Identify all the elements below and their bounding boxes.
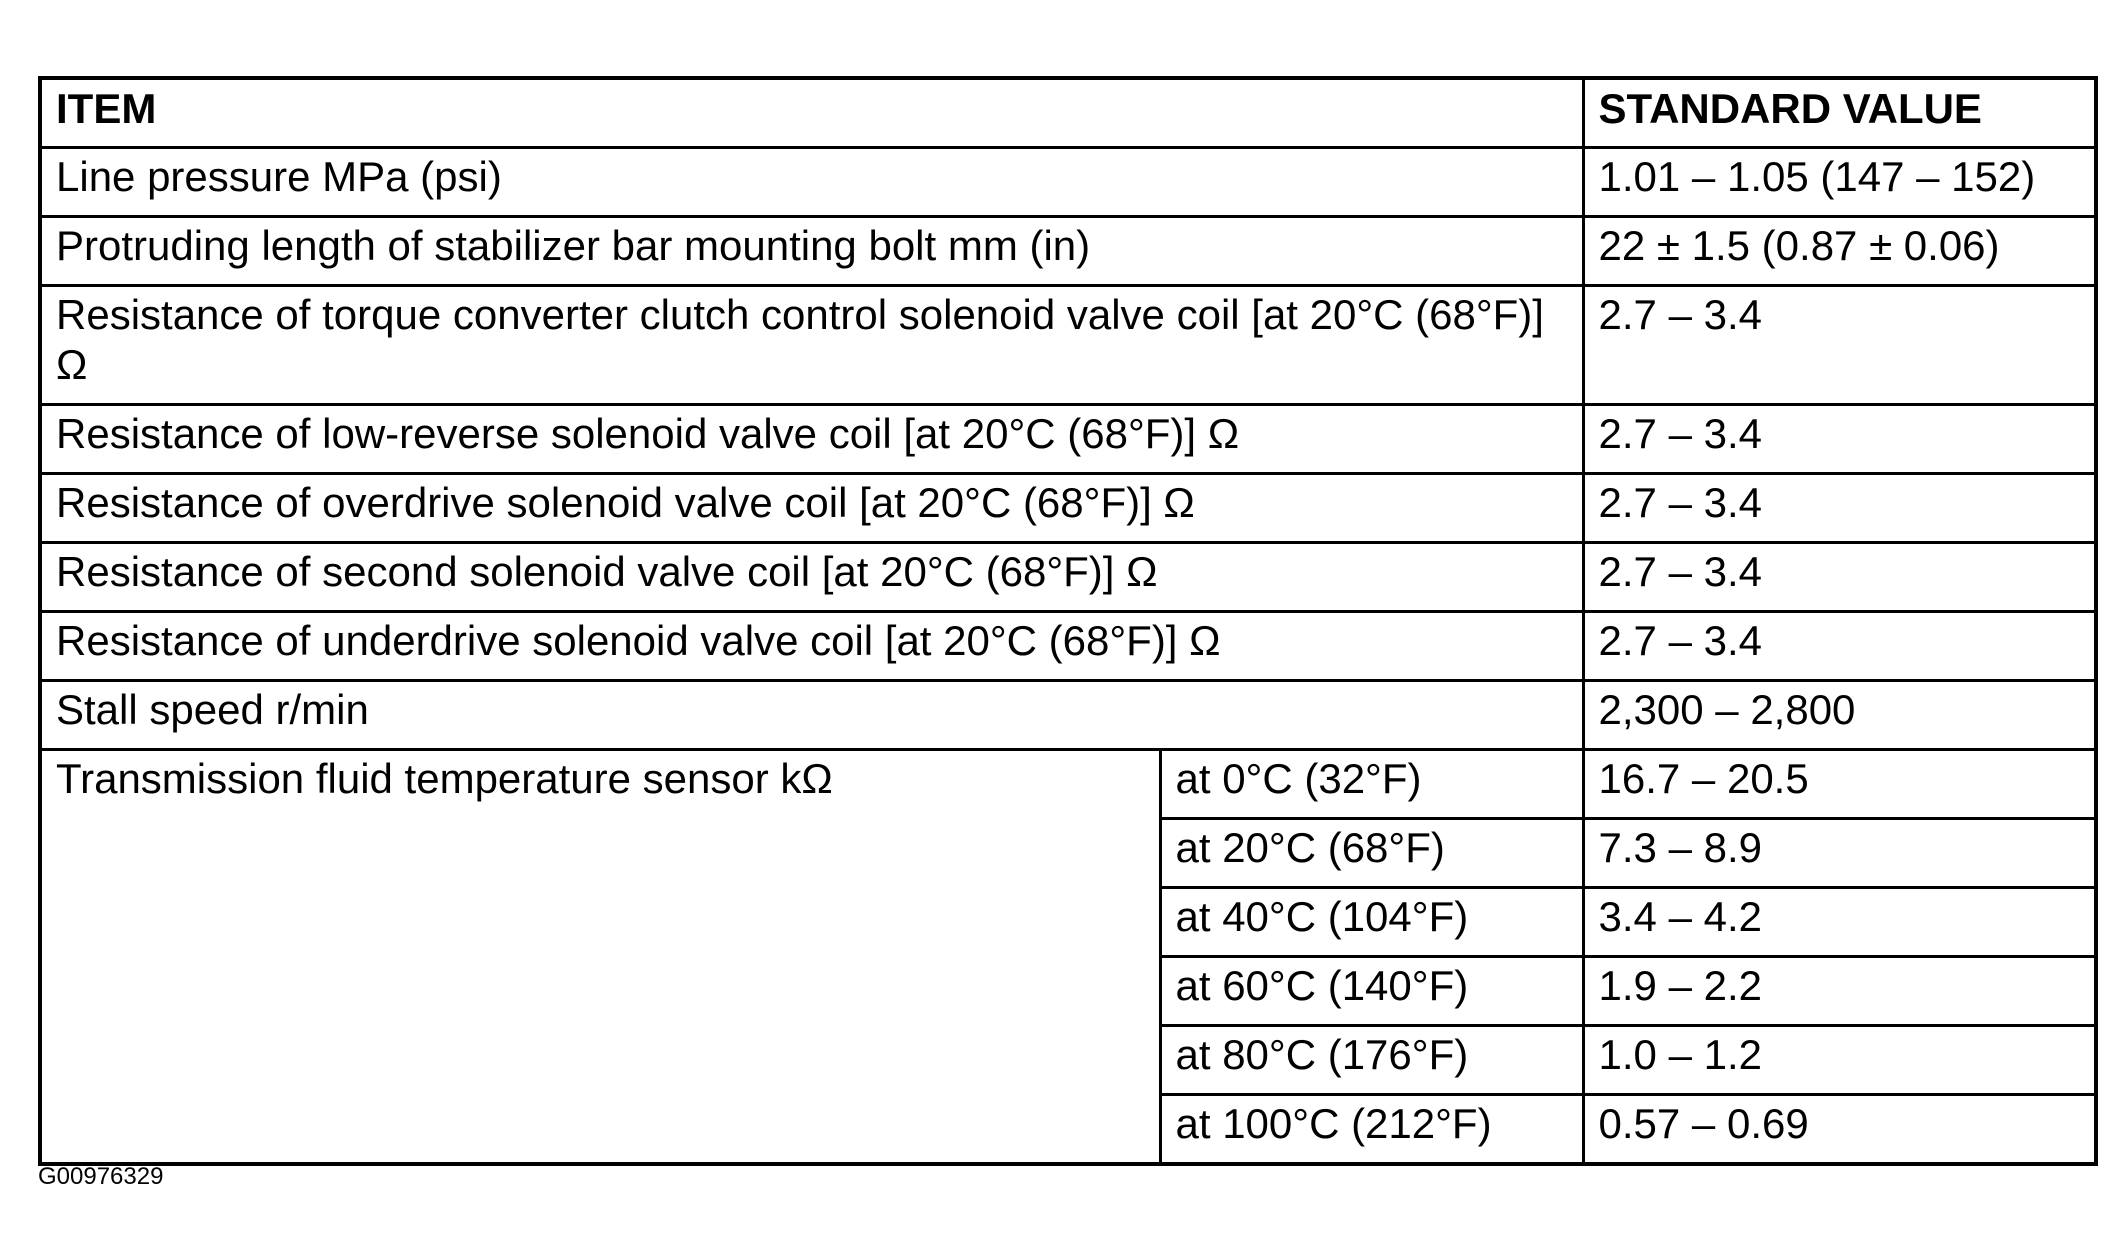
value-cell: 2.7 – 3.4 [1583,286,2096,405]
value-cell: 3.4 – 4.2 [1583,888,2096,957]
item-column-header: ITEM [40,78,1583,148]
sensor-row [40,750,2096,819]
figure-id: G00976329 [38,1163,164,1190]
item-cell: Resistance of overdrive solenoid valve coil [at 20°C (68°F)] Ω [40,474,1583,543]
table-row [40,474,2096,543]
value-cell: 1.0 – 1.2 [1583,1026,2096,1095]
value-cell: 7.3 – 8.9 [1583,819,2096,888]
item-cell: Line pressure MPa (psi) [40,148,1583,217]
standard-value-column-header: STANDARD VALUE [1583,78,2096,148]
value-cell: 2.7 – 3.4 [1583,474,2096,543]
table-row [40,148,2096,217]
value-cell: 16.7 – 20.5 [1583,750,2096,819]
value-cell: 1.9 – 2.2 [1583,957,2096,1026]
table-row [40,681,2096,750]
condition-cell: at 40°C (104°F) [1160,888,1583,957]
item-cell: Protruding length of stabilizer bar mounting bolt mm (in) [40,217,1583,286]
header-row [40,78,2096,148]
item-cell: Resistance of low-reverse solenoid valve coil [at 20°C (68°F)] Ω [40,405,1583,474]
value-cell: 2,300 – 2,800 [1583,681,2096,750]
value-cell: 22 ± 1.5 (0.87 ± 0.06) [1583,217,2096,286]
table-row [40,543,2096,612]
item-cell: Resistance of torque converter clutch control solenoid valve coil [at 20°C (68°F)] Ω [40,286,1583,405]
condition-cell: at 0°C (32°F) [1160,750,1583,819]
value-cell: 2.7 – 3.4 [1583,612,2096,681]
value-cell: 2.7 – 3.4 [1583,543,2096,612]
item-cell: Stall speed r/min [40,681,1583,750]
value-cell: 2.7 – 3.4 [1583,405,2096,474]
condition-cell: at 100°C (212°F) [1160,1095,1583,1165]
table-row [40,217,2096,286]
condition-cell: at 60°C (140°F) [1160,957,1583,1026]
item-cell: Resistance of second solenoid valve coil [at 20°C (68°F)] Ω [40,543,1583,612]
value-cell: 0.57 – 0.69 [1583,1095,2096,1165]
table-row [40,286,2096,405]
sensor-item-cell: Transmission fluid temperature sensor kΩ [40,750,1160,1165]
value-cell: 1.01 – 1.05 (147 – 152) [1583,148,2096,217]
condition-cell: at 80°C (176°F) [1160,1026,1583,1095]
condition-cell: at 20°C (68°F) [1160,819,1583,888]
item-cell: Resistance of underdrive solenoid valve coil [at 20°C (68°F)] Ω [40,612,1583,681]
specifications-table [38,76,2098,1166]
table-row [40,612,2096,681]
table-row [40,405,2096,474]
